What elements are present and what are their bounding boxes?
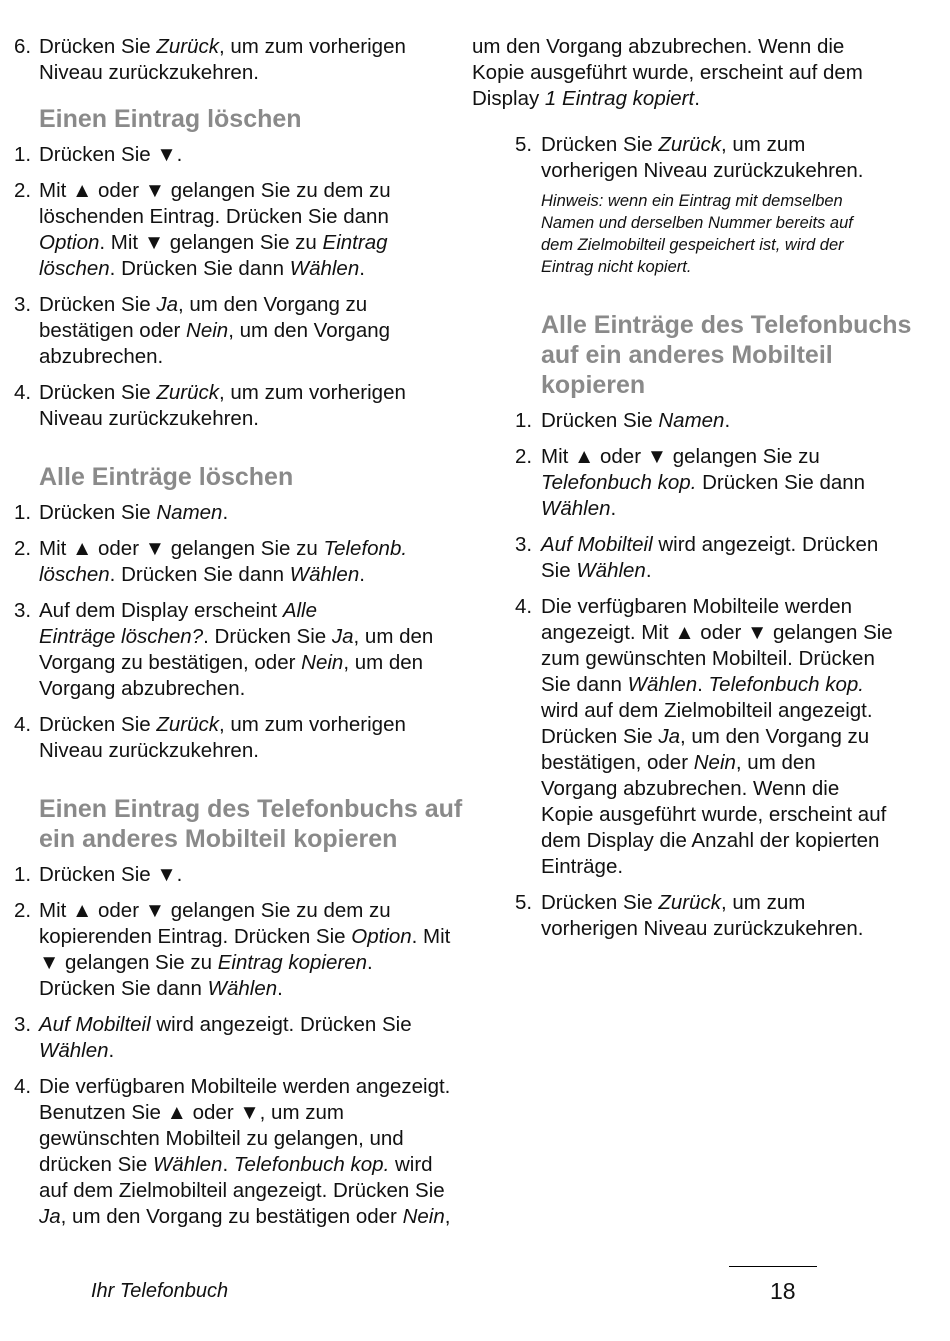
item-number: 1. — [14, 863, 32, 886]
item-number: 5. — [515, 891, 533, 914]
item-text: Drücken Sie Zurück, um zum vorherigen Niveau zurückzukehren. — [39, 35, 406, 84]
item-text: Mit ▲ oder ▼ gelangen Sie zu Telefonb. löschen. Drücken Sie dann Wählen. — [39, 537, 408, 586]
section-heading: Einen Eintrag des Telefonbuchs auf ein anderes Mobilteil kopieren — [39, 795, 463, 853]
list-item — [14, 292, 496, 370]
item-text: Auf dem Display erscheint Alle Einträge löschen?. Drücken Sie Ja, um den Vorgang zu bestätigen, oder Nein, um den Vorgang abzubrechen. — [39, 599, 434, 700]
item-number: 2. — [515, 445, 533, 468]
footer-divider — [729, 1266, 817, 1267]
item-text: Die verfügbaren Mobilteile werden angezeigt. Benutzen Sie ▲ oder ▼, um zum gewünschten Mobilteil zu gelangen, und drücken Sie Wählen. Telefonbuch kop. wird auf dem Zielmobilteil angezeigt. Drücken Sie Ja, um den Vorgang zu bestätigen oder Nein, — [39, 1075, 451, 1228]
hint-note: Hinweis: wenn ein Eintrag mit demselben Namen und derselben Nummer bereits auf dem Zielmobilteil gespeichert ist, wird der Eintrag nicht kopiert. — [541, 192, 853, 276]
item-text: Drücken Sie Zurück, um zum vorherigen Niveau zurückzukehren. — [541, 891, 864, 940]
item-text: Drücken Sie Zurück, um zum vorherigen Niveau zurückzukehren. — [39, 381, 406, 430]
item-text: Drücken Sie Namen. — [541, 409, 731, 432]
left-column — [14, 34, 496, 1240]
item-number: 4. — [14, 713, 32, 736]
continuation-text: um den Vorgang abzubrechen. Wenn die Kopie ausgeführt wurde, erscheint auf dem Display 1 Eintrag kopiert. — [472, 35, 863, 110]
item-text: Mit ▲ oder ▼ gelangen Sie zu dem zu löschenden Eintrag. Drücken Sie dann Option. Mit ▼ gelangen Sie zu Eintrag löschen. Drücken Sie dann Wählen. — [39, 179, 391, 280]
page-number: 18 — [770, 1278, 796, 1304]
list-item — [14, 142, 496, 168]
list-item — [515, 132, 932, 184]
list-item — [14, 536, 496, 588]
list-item — [14, 178, 496, 282]
list-item — [515, 532, 932, 584]
list-item — [14, 1012, 496, 1064]
item-number: 2. — [14, 537, 32, 560]
section-heading: Alle Einträge löschen — [39, 463, 294, 491]
list-item — [14, 500, 496, 526]
item-number: 1. — [14, 501, 32, 524]
item-text: Auf Mobilteil wird angezeigt. Drücken Sie Wählen. — [39, 1013, 412, 1062]
list-item — [14, 380, 496, 432]
list-item — [14, 1074, 496, 1230]
item-number: 1. — [14, 143, 32, 166]
item-number: 6. — [14, 35, 32, 58]
list-item — [14, 712, 496, 764]
list-item — [515, 444, 932, 522]
list-item — [515, 594, 932, 880]
item-number: 4. — [14, 381, 32, 404]
list-item — [515, 890, 932, 942]
item-text: Die verfügbaren Mobilteile werden angezeigt. Mit ▲ oder ▼ gelangen Sie zum gewünschten Mobilteil. Drücken Sie dann Wählen. Telefonbuch kop. wird auf dem Zielmobilteil angezeigt. Drücken Sie Ja, um den Vorgang zu bestätigen, oder Nein, um den Vorgang abzubrechen. Wenn die Kopie ausgeführt wurde, erscheint auf dem Display die Anzahl der kopierten Einträge. — [541, 595, 893, 878]
list-item — [14, 34, 496, 86]
footer-section-name: Ihr Telefonbuch — [91, 1280, 229, 1302]
list-item — [14, 898, 496, 1002]
item-text: Mit ▲ oder ▼ gelangen Sie zu Telefonbuch kop. Drücken Sie dann Wählen. — [541, 445, 866, 520]
list-item — [14, 598, 496, 702]
section-heading: Einen Eintrag löschen — [39, 105, 302, 133]
right-column — [472, 34, 932, 952]
item-text: Drücken Sie ▼. — [39, 863, 183, 886]
list-item — [515, 408, 932, 434]
section-heading: Alle Einträge des Telefonbuchs auf ein anderes Mobilteil kopieren — [541, 311, 912, 399]
item-text: Drücken Sie Zurück, um zum vorherigen Niveau zurückzukehren. — [39, 713, 406, 762]
item-text: Drücken Sie Ja, um den Vorgang zu bestätigen oder Nein, um den Vorgang abzubrechen. — [39, 293, 391, 368]
item-number: 3. — [515, 533, 533, 556]
item-number: 1. — [515, 409, 533, 432]
item-number: 3. — [14, 293, 32, 316]
item-number: 2. — [14, 179, 32, 202]
item-text: Drücken Sie Zurück, um zum vorherigen Niveau zurückzukehren. — [541, 133, 864, 182]
item-text: Auf Mobilteil wird angezeigt. Drücken Sie Wählen. — [541, 533, 879, 582]
item-number: 3. — [14, 599, 32, 622]
item-number: 4. — [515, 595, 533, 618]
right-column-body — [515, 132, 932, 942]
item-text: Drücken Sie ▼. — [39, 143, 183, 166]
item-text: Drücken Sie Namen. — [39, 501, 229, 524]
item-number: 5. — [515, 133, 533, 156]
item-number: 4. — [14, 1075, 32, 1098]
item-number: 3. — [14, 1013, 32, 1036]
list-item — [14, 862, 496, 888]
item-number: 2. — [14, 899, 32, 922]
item-text: Mit ▲ oder ▼ gelangen Sie zu dem zu kopierenden Eintrag. Drücken Sie Option. Mit ▼ gelangen Sie zu Eintrag kopieren. Drücken Sie dann Wählen. — [39, 899, 451, 1000]
